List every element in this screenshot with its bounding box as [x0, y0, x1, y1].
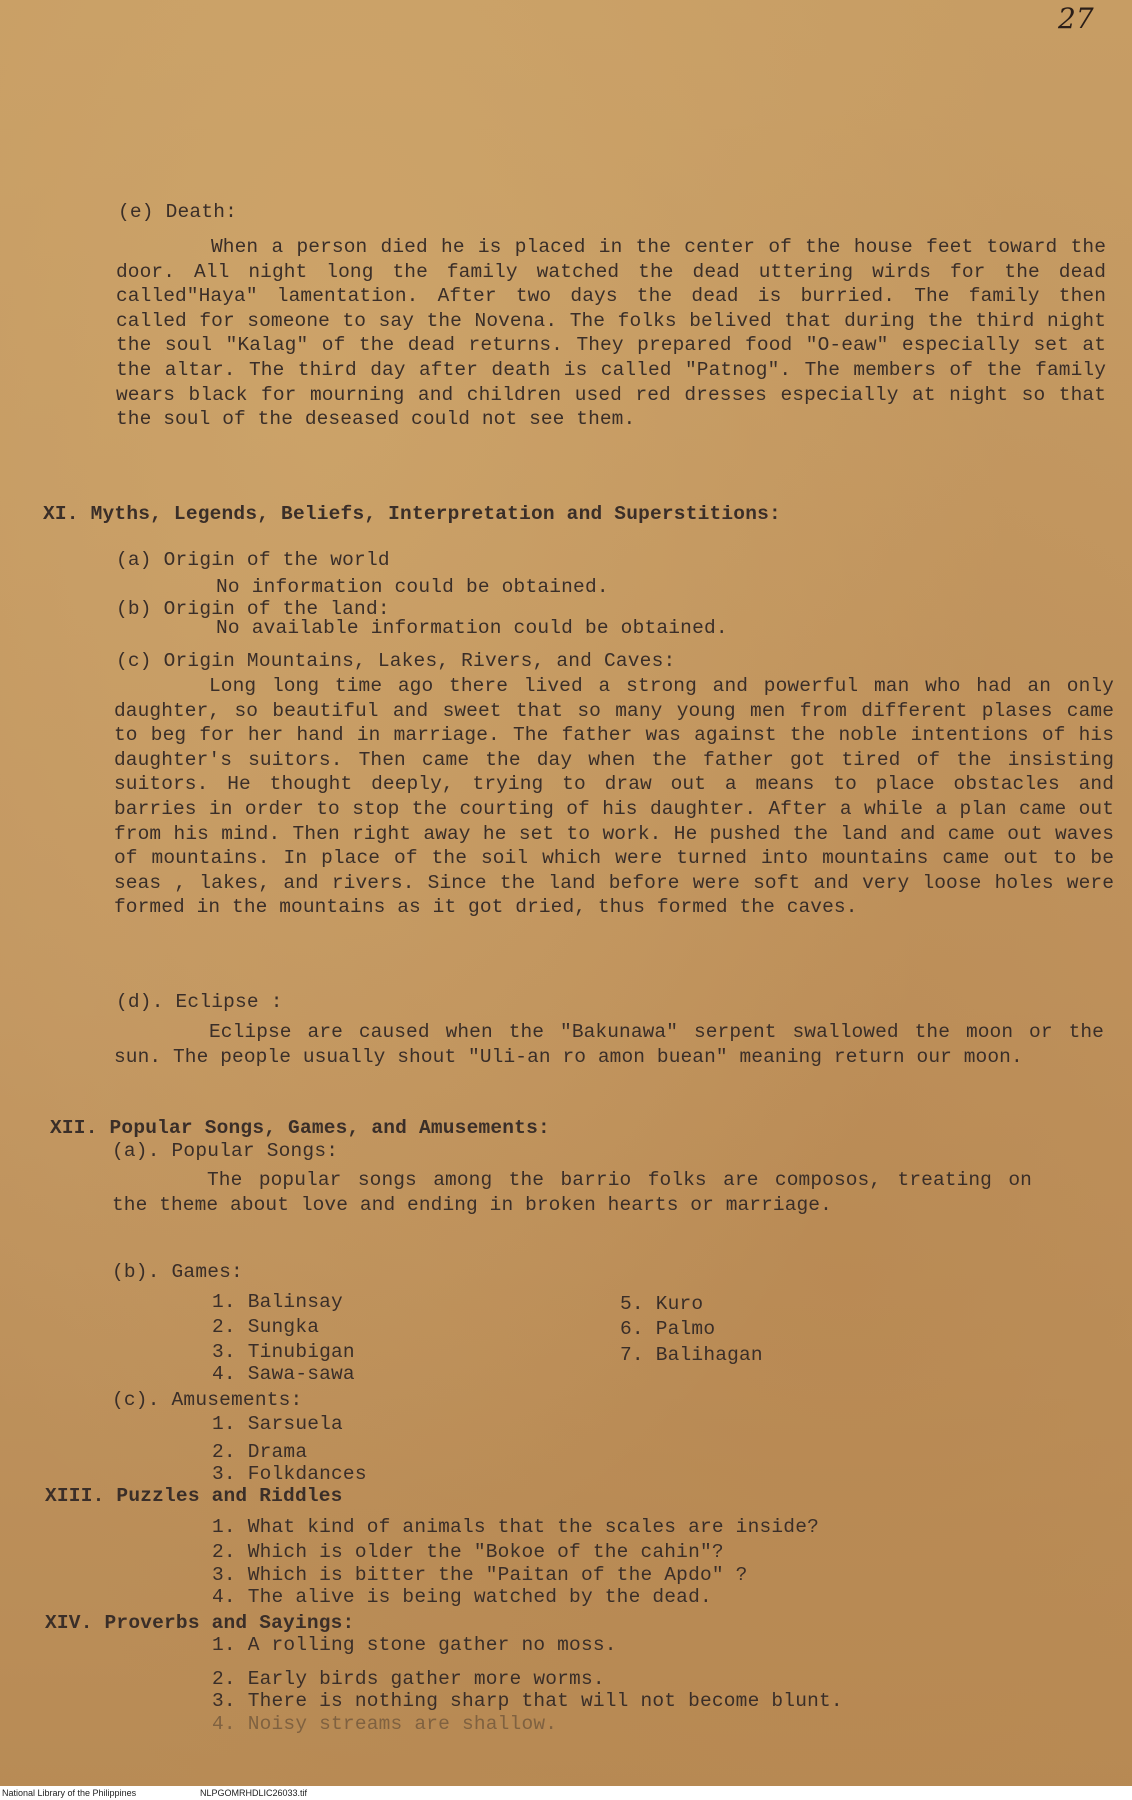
- footer-library: National Library of the Philippines: [2, 1788, 137, 1798]
- section-xii-title: XII. Popular Songs, Games, and Amusements:: [50, 1117, 550, 1139]
- section-xi-title: XI. Myths, Legends, Beliefs, Interpretation and Superstitions:: [43, 503, 781, 525]
- popular-songs-paragraph: [112, 1168, 1032, 1217]
- game-item: 3. Tinubigan: [212, 1341, 355, 1363]
- footer-filename: NLPGOMRHDLIC26033.tif: [200, 1788, 308, 1798]
- game-item: 4. Sawa-sawa: [212, 1363, 355, 1385]
- death-paragraph: [116, 235, 1106, 432]
- page-number: 27: [1058, 2, 1094, 35]
- eclipse-label: (d). Eclipse :: [116, 991, 283, 1013]
- riddle-item: 3. Which is bitter the "Paitan of the Apdo" ?: [212, 1564, 748, 1586]
- proverb-item: 3. There is nothing sharp that will not become blunt.: [212, 1690, 843, 1712]
- proverb-item: 2. Early birds gather more worms.: [212, 1668, 605, 1690]
- riddle-item: 2. Which is older the "Bokoe of the cahin"?: [212, 1541, 724, 1563]
- amusements-label: (c). Amusements:: [112, 1389, 303, 1411]
- origin-mountains-paragraph: [114, 674, 1114, 920]
- proverb-item: 4. Noisy streams are shallow.: [212, 1713, 558, 1735]
- scan-footer: [0, 1786, 1132, 1800]
- origin-world-text: No information could be obtained.: [216, 576, 609, 598]
- game-item: 5. Kuro: [620, 1293, 704, 1315]
- riddle-item: 4. The alive is being watched by the dead.: [212, 1586, 712, 1608]
- amusement-item: 1. Sarsuela: [212, 1413, 343, 1435]
- game-item: 7. Balihagan: [620, 1344, 763, 1366]
- death-text: When a person died he is placed in the center of the house feet toward the door. All night long the family watched the dead uttering wirds for the dead called"Haya" lamentation. After two days the dead is burried. The family then called for someone to say the Novena. The folks belived that during the third night the soul "Kalag" of the dead returns. They prepared food "O-eaw" especially set at the altar. The third day after death is called "Patnog". The members of the family wears black for mourning and children used red dresses especially at night so that the soul of the deseased could not see them.: [116, 236, 1106, 431]
- eclipse-text: Eclipse are caused when the "Bakunawa" serpent swallowed the moon or the sun. The people usually shout "Uli-an ro amon buean" meaning return our moon.: [114, 1021, 1104, 1068]
- popular-songs-label: (a). Popular Songs:: [112, 1140, 339, 1162]
- eclipse-paragraph: [114, 1020, 1104, 1069]
- amusement-item: 2. Drama: [212, 1441, 308, 1463]
- origin-mountains-label: (c) Origin Mountains, Lakes, Rivers, and Caves:: [116, 650, 676, 672]
- section-xiii-title: XIII. Puzzles and Riddles: [45, 1485, 343, 1507]
- proverb-item: 1. A rolling stone gather no moss.: [212, 1634, 617, 1656]
- section-xiv-title: XIV. Proverbs and Sayings:: [45, 1612, 355, 1634]
- game-item: 2. Sungka: [212, 1316, 320, 1338]
- origin-world-label: (a) Origin of the world: [116, 549, 390, 571]
- origin-mountains-text: Long long time ago there lived a strong and powerful man who had an only daughter, so beautiful and sweet that so many young men from different plases came to beg for her hand in marriage. The father was against the noble intentions of his daughter's suitors. Then came the day when the father got tired of the insisting suitors. He thought deeply, trying to draw out a means to place obstacles and barries in order to stop the courting of his daughter. After a while a plan came out from his mind. Then right away he set to work. He pushed the land and came out waves of mountains. In place of the soil which were turned into mountains came out to be seas , lakes, and rivers. Since the land before were soft and very loose holes were formed in the mountains as it got dried, thus formed the caves.: [114, 675, 1114, 919]
- riddle-item: 1. What kind of animals that the scales are inside?: [212, 1516, 819, 1538]
- games-label: (b). Games:: [112, 1261, 243, 1283]
- amusement-item: 3. Folkdances: [212, 1463, 367, 1485]
- death-heading: (e) Death:: [118, 201, 238, 223]
- origin-land-label: (b) Origin of the land:: [116, 598, 390, 620]
- origin-land-text: No available information could be obtained.: [216, 617, 728, 639]
- game-item: 6. Palmo: [620, 1318, 716, 1340]
- popular-songs-text: The popular songs among the barrio folks are composos, treating on the theme about love and ending in broken hearts or marriage.: [112, 1169, 1032, 1216]
- game-item: 1. Balinsay: [212, 1291, 343, 1313]
